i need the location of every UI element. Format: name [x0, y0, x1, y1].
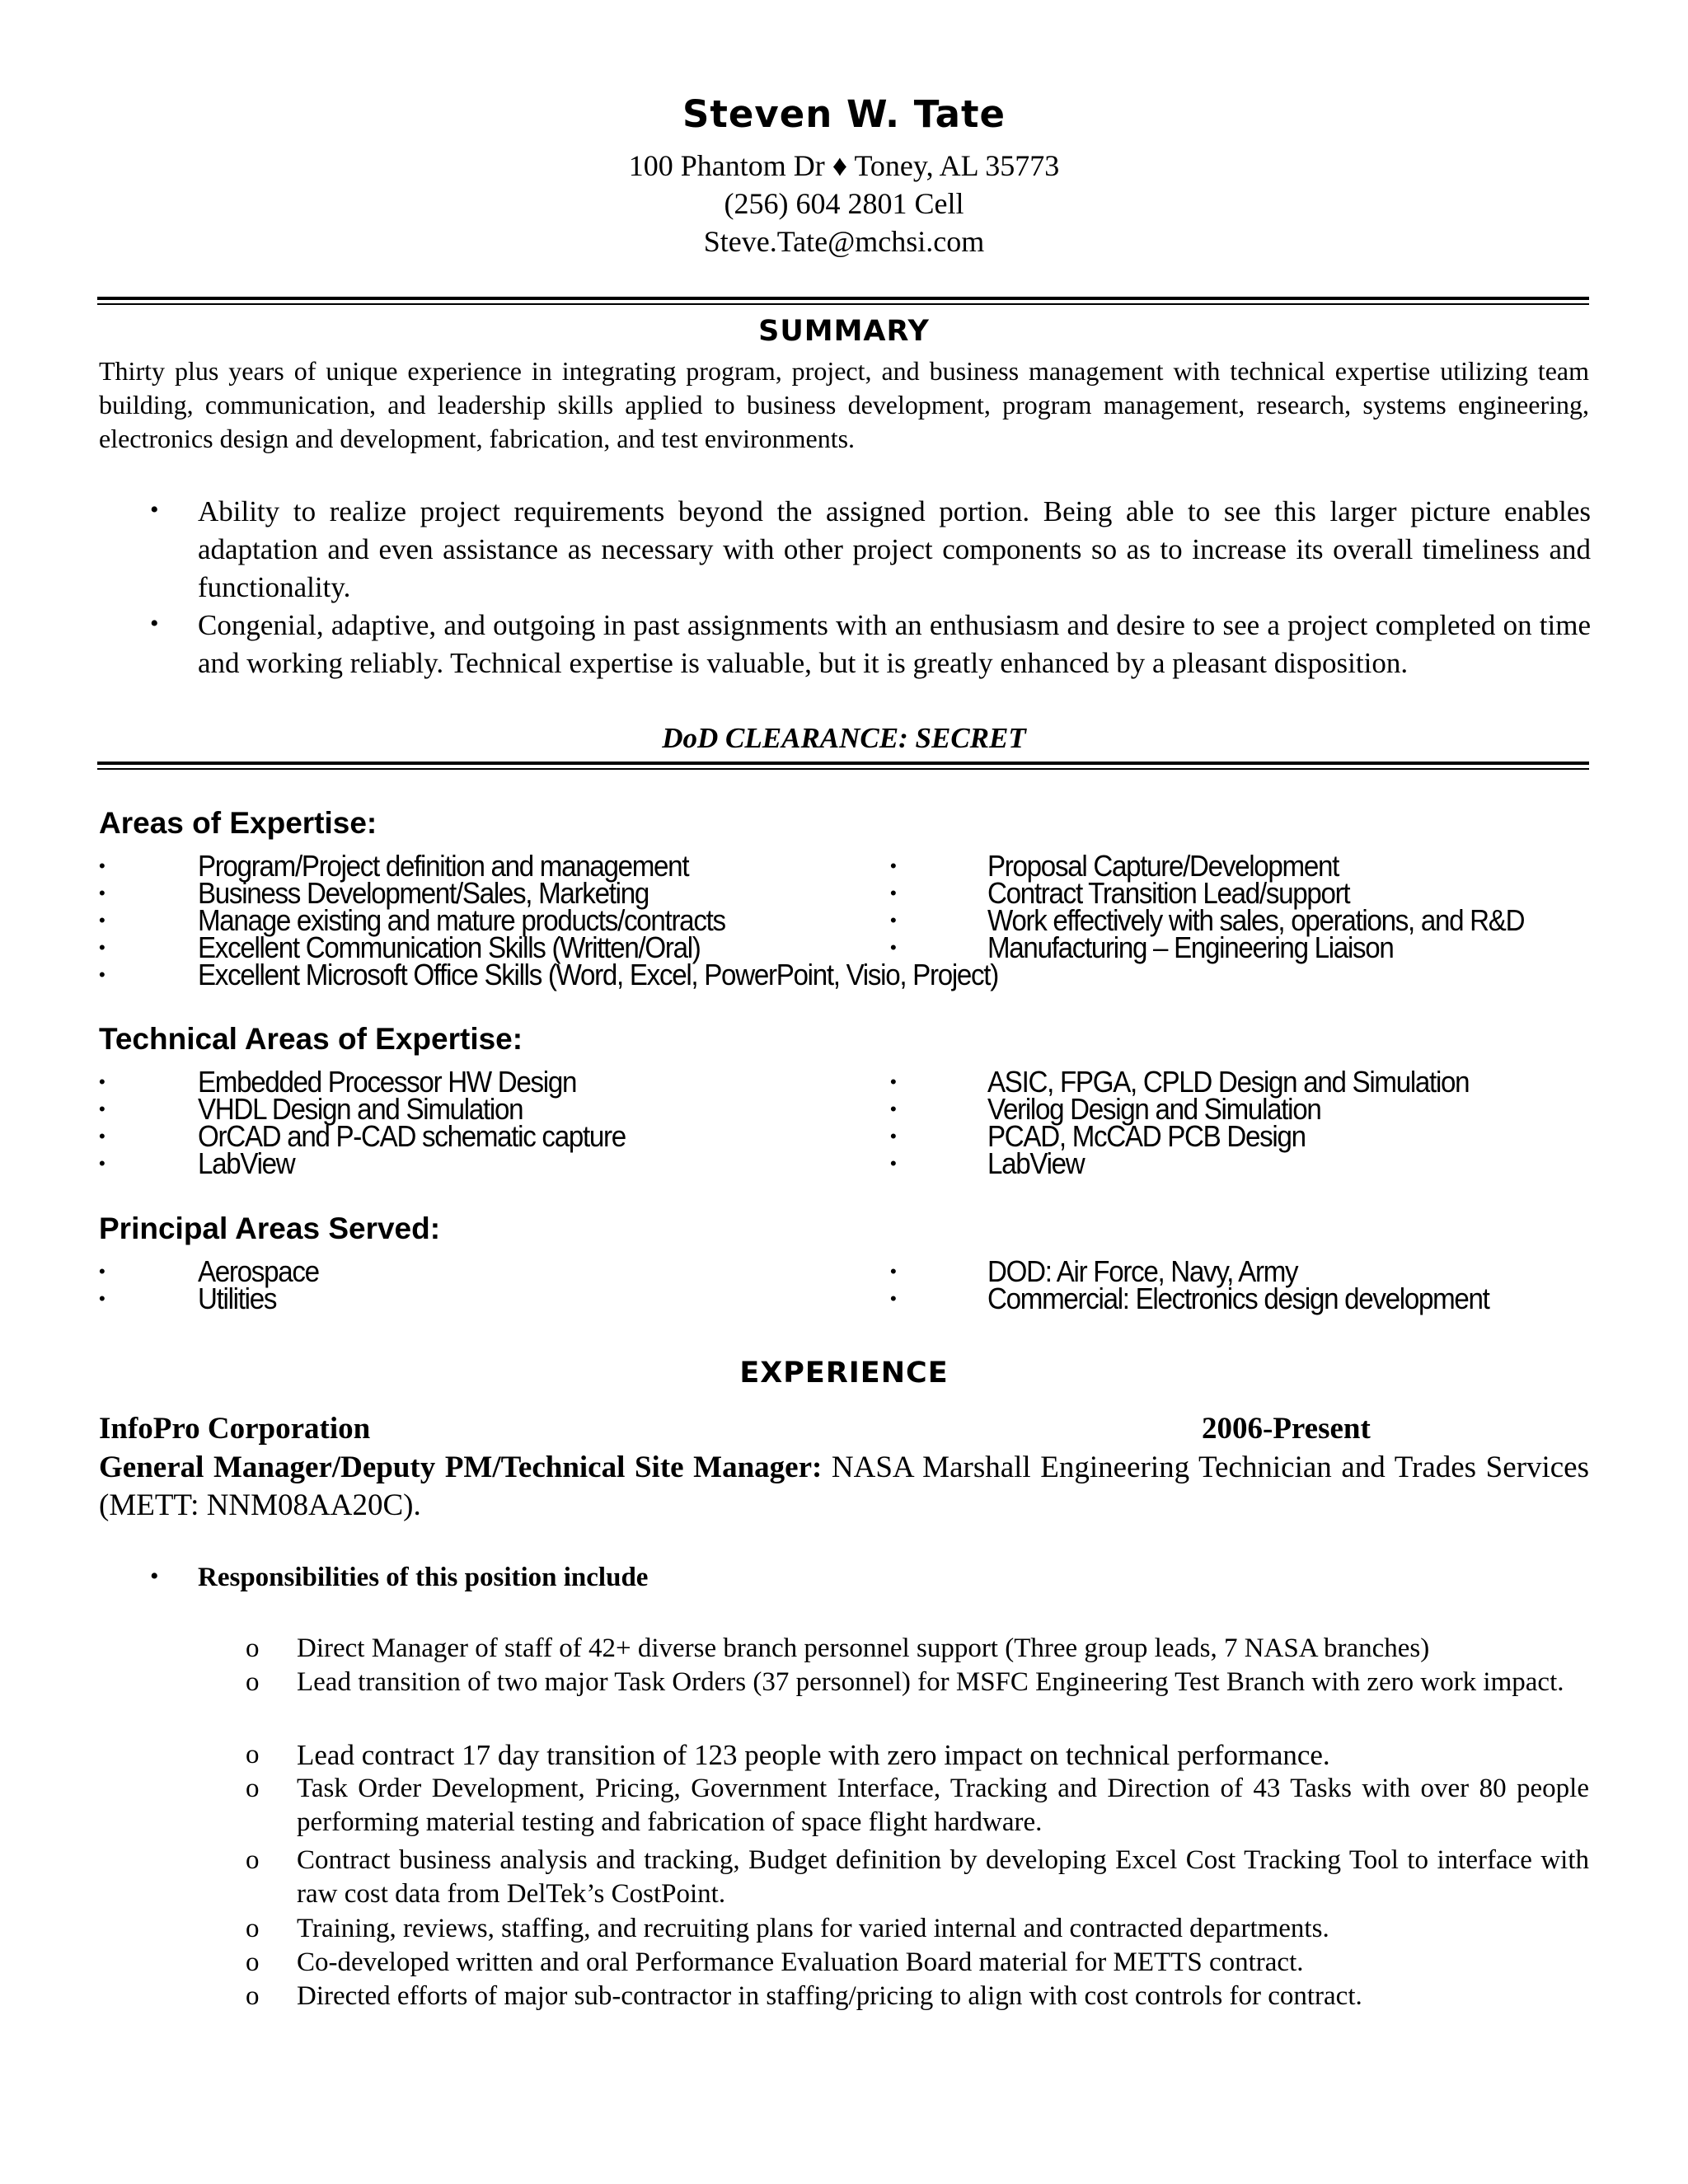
principal-item: Utilities	[198, 1282, 277, 1315]
bullet-icon: •	[890, 937, 897, 958]
expertise-item: Program/Project definition and management	[198, 849, 689, 883]
bullet-icon: •	[890, 1288, 897, 1309]
technical-item: ASIC, FPGA, CPLD Design and Simulation	[987, 1065, 1470, 1099]
technical-item: LabView	[987, 1146, 1085, 1180]
technical-item: LabView	[198, 1146, 295, 1180]
bullet-icon: •	[890, 883, 897, 903]
employment-dates: 2006-Present	[1202, 1412, 1371, 1446]
technical-item: Embedded Processor HW Design	[198, 1065, 577, 1099]
technical-item: Verilog Design and Simulation	[987, 1092, 1321, 1126]
responsibility-item: Contract business analysis and tracking, Budget definition by developing Excel Cost Tracking Tool to interface with raw cost data from DelTek’s CostPoint.	[297, 1845, 1589, 1909]
bullet-icon: •	[99, 1261, 106, 1282]
summary-divider-thin	[97, 768, 1589, 770]
bullet-icon: •	[99, 964, 106, 985]
principal-item: Aerospace	[198, 1254, 319, 1288]
sub-bullet-icon: o	[246, 1981, 260, 2011]
responsibility-item: Training, reviews, staffing, and recruiting plans for varied internal and contracted departments.	[297, 1914, 1329, 1943]
bullet-icon: •	[890, 855, 897, 876]
bullet-icon: •	[150, 496, 159, 523]
job-title-line	[99, 1449, 1589, 1525]
job-description: NASA Marshall Engineering Technician and Trades Services (METT: NNM08AA20C).	[99, 1451, 1589, 1522]
company-name: InfoPro Corporation	[99, 1412, 371, 1446]
bullet-icon: •	[99, 1153, 106, 1174]
sub-bullet-icon: o	[246, 1633, 260, 1663]
experience-heading: EXPERIENCE	[739, 1357, 949, 1390]
sub-bullet-icon: o	[246, 1740, 260, 1769]
phone: (256) 604 2801 Cell	[724, 187, 964, 220]
bullet-icon: •	[99, 883, 106, 903]
summary-paragraph: Thirty plus years of unique experience in integrating program, project, and business management with technical expertise utilizing team building, communication, and leadership skills applied to business development, program management, research, systems engineering, electronics design and development, fabrication, and test environments.	[99, 356, 1589, 453]
sub-bullet-icon: o	[246, 1914, 260, 1943]
expertise-item: Excellent Communication Skills (Written/Oral)	[198, 930, 701, 964]
areas-heading: Areas of Expertise:	[99, 806, 377, 840]
sub-bullet-icon: o	[246, 1947, 260, 1977]
bullet-icon: •	[890, 1071, 897, 1092]
expertise-item: Work effectively with sales, operations, and R&D	[987, 903, 1525, 937]
technical-item: VHDL Design and Simulation	[198, 1092, 523, 1126]
principal-heading: Principal Areas Served:	[99, 1212, 441, 1245]
bullet-icon: •	[890, 1261, 897, 1282]
summary-bullet-2: Congenial, adaptive, and outgoing in past assignments with an enthusiasm and desire to see a project completed on time and working reliably. Technical expertise is valuable, but it is greatly enhanced by a pleasant disposition.	[198, 609, 1591, 679]
responsibility-item: Lead transition of two major Task Orders (37 personnel) for MSFC Engineering Test Branch with zero work impact.	[297, 1667, 1564, 1697]
bullet-icon: •	[150, 1563, 159, 1590]
technical-item: PCAD, McCAD PCB Design	[987, 1119, 1306, 1153]
bullet-icon: •	[890, 1099, 897, 1119]
email: Steve.Tate@mchsi.com	[703, 225, 985, 258]
responsibility-item: Task Order Development, Pricing, Government Interface, Tracking and Direction of 43 Tasks with over 80 people performing material testing and fabrication of space flight hardware.	[297, 1774, 1589, 1837]
summary-bullet-1: Ability to realize project requirements beyond the assigned portion. Being able to see this larger picture enables adaptation and even assistance as necessary with other project components so as to increase its overall timeliness and functionality.	[198, 495, 1591, 603]
sub-bullet-icon: o	[246, 1667, 260, 1697]
header-divider-thick	[97, 297, 1589, 300]
address: 100 Phantom Dr ♦ Toney, AL 35773	[628, 149, 1060, 182]
sub-bullet-icon: o	[246, 1774, 260, 1803]
expertise-item: Contract Transition Lead/support	[987, 876, 1350, 910]
bullet-icon: •	[890, 910, 897, 930]
bullet-icon: •	[99, 910, 106, 930]
bullet-icon: •	[99, 937, 106, 958]
responsibility-item: Lead contract 17 day transition of 123 people with zero impact on technical performance.	[297, 1739, 1330, 1771]
technical-heading: Technical Areas of Expertise:	[99, 1022, 523, 1056]
expertise-item: Excellent Microsoft Office Skills (Word, Excel, PowerPoint, Visio, Project)	[198, 958, 998, 991]
responsibilities-heading: Responsibilities of this position include	[198, 1563, 649, 1592]
bullet-icon: •	[890, 1153, 897, 1174]
sub-bullet-icon: o	[246, 1845, 260, 1875]
bullet-icon: •	[890, 1126, 897, 1146]
responsibility-item: Direct Manager of staff of 42+ diverse branch personnel support (Three group leads, 7 NASA branches)	[297, 1633, 1430, 1663]
technical-item: OrCAD and P-CAD schematic capture	[198, 1119, 626, 1153]
summary-divider-thick	[97, 762, 1589, 765]
expertise-item: Manufacturing – Engineering Liaison	[987, 930, 1394, 964]
responsibility-item: Co-developed written and oral Performance Evaluation Board material for METTS contract.	[297, 1947, 1304, 1977]
bullet-icon: •	[99, 1288, 106, 1309]
bullet-icon: •	[99, 1126, 106, 1146]
principal-item: DOD: Air Force, Navy, Army	[987, 1254, 1298, 1288]
header-divider-thin	[97, 303, 1589, 305]
summary-heading: SUMMARY	[758, 315, 930, 348]
clearance: DoD CLEARANCE: SECRET	[662, 722, 1026, 754]
responsibility-item: Directed efforts of major sub-contractor in staffing/pricing to align with cost controls for contract.	[297, 1981, 1362, 2011]
job-title: General Manager/Deputy PM/Technical Site Manager:	[99, 1451, 823, 1484]
expertise-item: Proposal Capture/Development	[987, 849, 1339, 883]
bullet-icon: •	[99, 1099, 106, 1119]
expertise-item: Business Development/Sales, Marketing	[198, 876, 649, 910]
bullet-icon: •	[99, 1071, 106, 1092]
bullet-icon: •	[150, 610, 159, 637]
candidate-name: Steven W. Tate	[682, 92, 1006, 136]
expertise-item: Manage existing and mature products/contracts	[198, 903, 725, 937]
principal-item: Commercial: Electronics design development	[987, 1282, 1489, 1315]
bullet-icon: •	[99, 855, 106, 876]
